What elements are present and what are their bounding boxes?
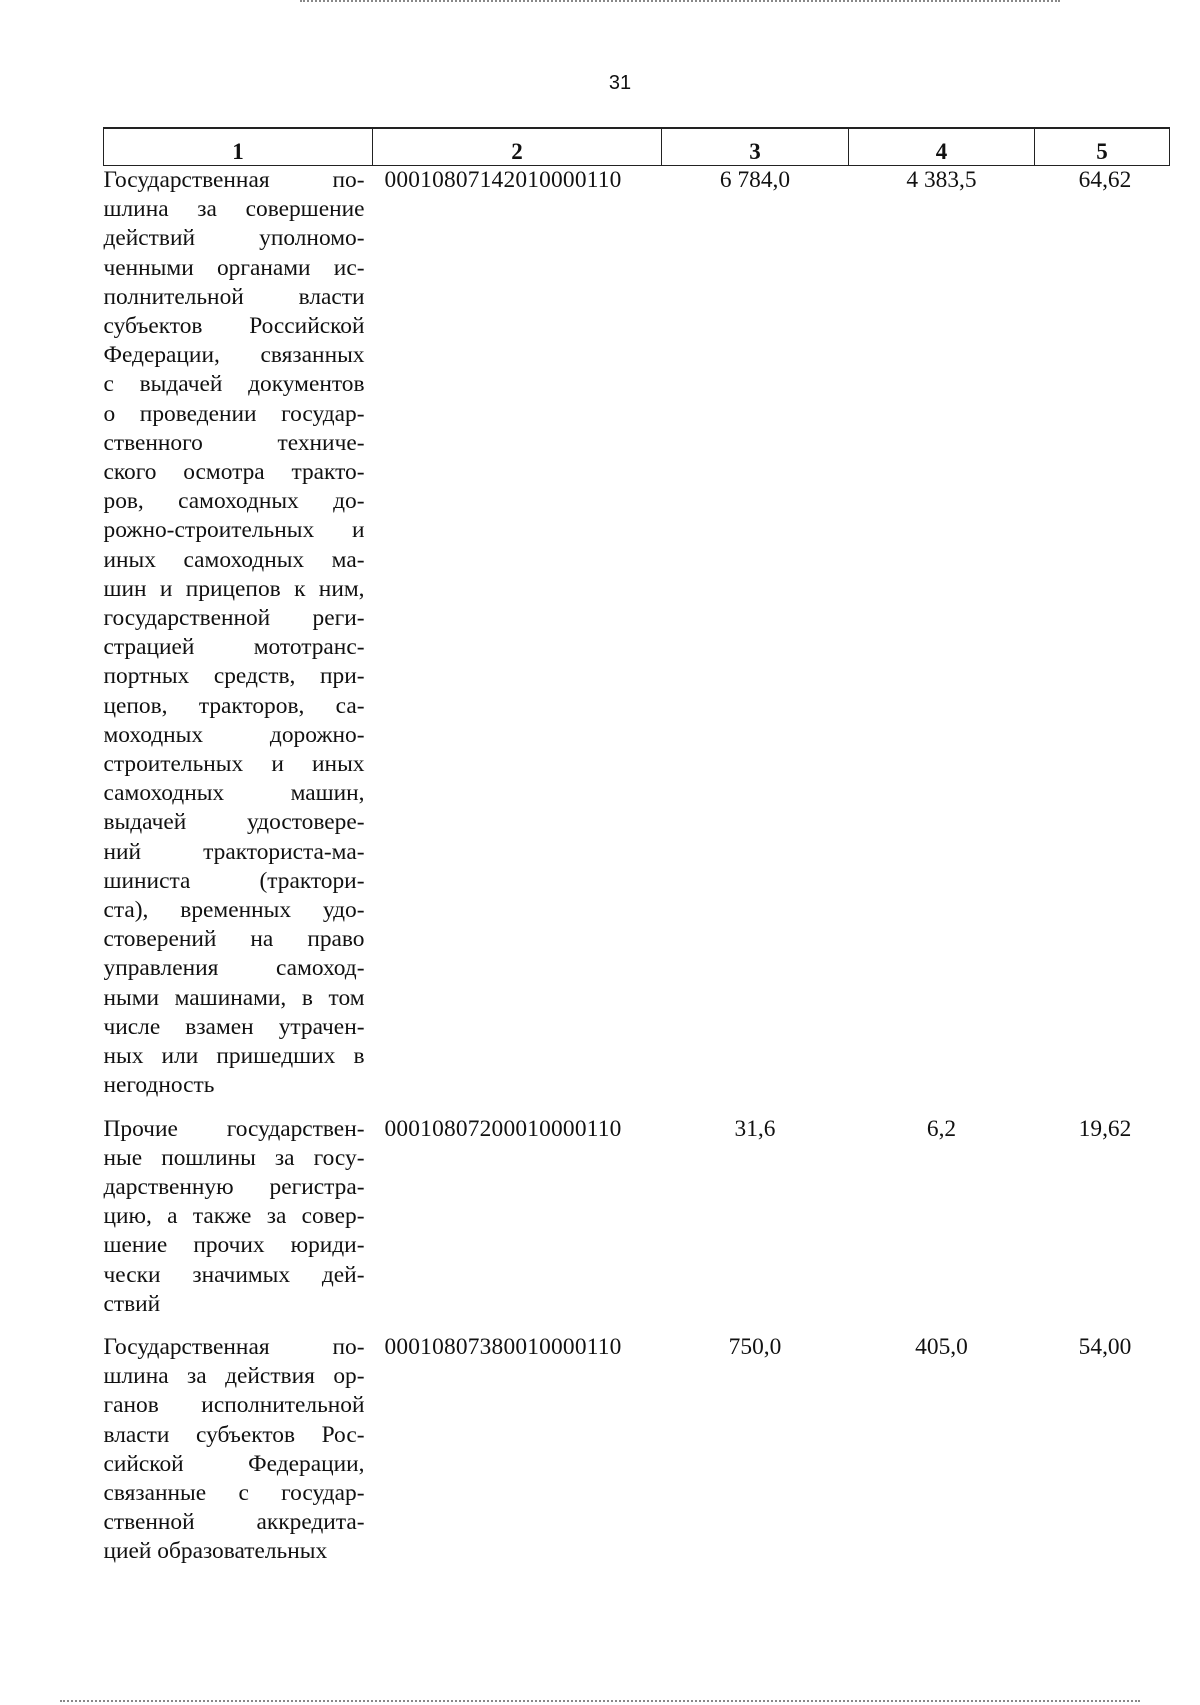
description-line: строительных и иных [103,751,365,778]
table-row [104,1115,1170,1333]
description-line: о проведении государ- [103,400,365,427]
row-col4-cell: 4 383,5 [906,167,977,193]
scan-edge-bottom [60,1700,1140,1704]
description-line: дарственную регистра- [103,1173,365,1200]
row-code-cell: 00010807380010000110 [384,1333,622,1360]
header-col-5: 5 [1035,128,1170,166]
description-line: негодность [103,1072,215,1099]
description-line: иных самоходных ма- [103,546,365,573]
description-line: шиниста (трактори- [103,867,365,894]
description-line: стоверений на право [103,926,365,953]
description-line: связанные с государ- [103,1479,365,1506]
description-line: субъектов Российской [103,313,365,340]
description-line: страцией мототранс- [103,634,365,661]
description-line: Прочие государствен- [103,1115,365,1142]
row-col5-cell: 64,62 [1078,167,1132,193]
description-line: ные пошлины за госу- [103,1144,365,1171]
description-line: шлина за действия ор- [103,1363,365,1390]
description-line: власти субъектов Рос- [103,1421,365,1448]
table-row [104,166,1170,1115]
description-line: ственного техниче- [103,429,365,456]
description-line: моходных дорожно- [103,721,365,748]
row-code-cell: 00010807142010000110 [384,167,622,193]
table-row [104,1333,1170,1567]
header-col-4: 4 [849,128,1035,166]
page-number: 31 [608,72,632,94]
description-line: выдачей удостовере- [103,809,365,836]
description-line: Федерации, связанных [103,342,365,369]
description-line: ных или пришедших в [103,1043,365,1070]
budget-table [103,127,1170,1567]
header-row [104,128,1170,166]
description-line: рожно-строительных и [103,517,365,544]
description-line: ста), временных удо- [103,897,365,924]
header-col-3: 3 [662,128,849,166]
scan-edge-top [300,0,1060,4]
description-line: самоходных машин, [103,780,365,807]
description-line: чески значимых дей- [103,1261,365,1288]
description-line: ствий [103,1290,161,1317]
row-name-cell [104,166,373,1115]
description-line: ний тракториста-ма- [103,838,365,865]
row-col4-cell: 405,0 [915,1333,968,1360]
row-code-cell: 00010807200010000110 [384,1115,622,1142]
row-col5-cell: 19,62 [1078,1115,1132,1142]
description-line: цией образовательных [103,1538,328,1565]
description-line: с выдачей документов [103,371,365,398]
row-col4-cell: 6,2 [926,1115,957,1142]
description-line: ными машинами, в том [103,984,365,1011]
description-line: шение прочих юриди- [103,1232,365,1259]
description-line: Государственная по- [103,1333,365,1360]
row-col3-cell: 6 784,0 [719,167,791,193]
header-col-1: 1 [104,128,373,166]
description-line: цию, а также за совер- [103,1203,365,1230]
description-line: сийской Федерации, [103,1450,365,1477]
description-line: действий уполномо- [103,225,365,252]
header-col-2: 2 [373,128,662,166]
row-name-cell [104,1333,373,1567]
table-body [104,166,1170,1567]
description-line: полнительной власти [103,283,365,310]
description-line: шлина за совершение [103,196,365,223]
description-line: числе взамен утрачен- [103,1013,365,1040]
description-line: шин и прицепов к ним, [103,575,365,602]
description-line: ров, самоходных до- [103,488,365,515]
description-line: ского осмотра тракто- [103,459,365,486]
row-col3-cell: 750,0 [728,1333,782,1360]
description-line: ганов исполнительной [103,1392,365,1419]
description-line: цепов, тракторов, са- [103,692,365,719]
description-line: управления самоход- [103,955,365,982]
table-header [104,128,1170,166]
row-name-cell [104,1115,373,1333]
row-col3-cell: 31,6 [734,1115,776,1142]
description-line: портных средств, при- [103,663,365,690]
description-line: ченными органами ис- [103,254,365,281]
row-col5-cell: 54,00 [1078,1333,1132,1360]
description-line: Государственная по- [103,167,365,193]
description-line: государственной реги- [103,605,365,632]
description-line: ственной аккредита- [103,1509,365,1536]
